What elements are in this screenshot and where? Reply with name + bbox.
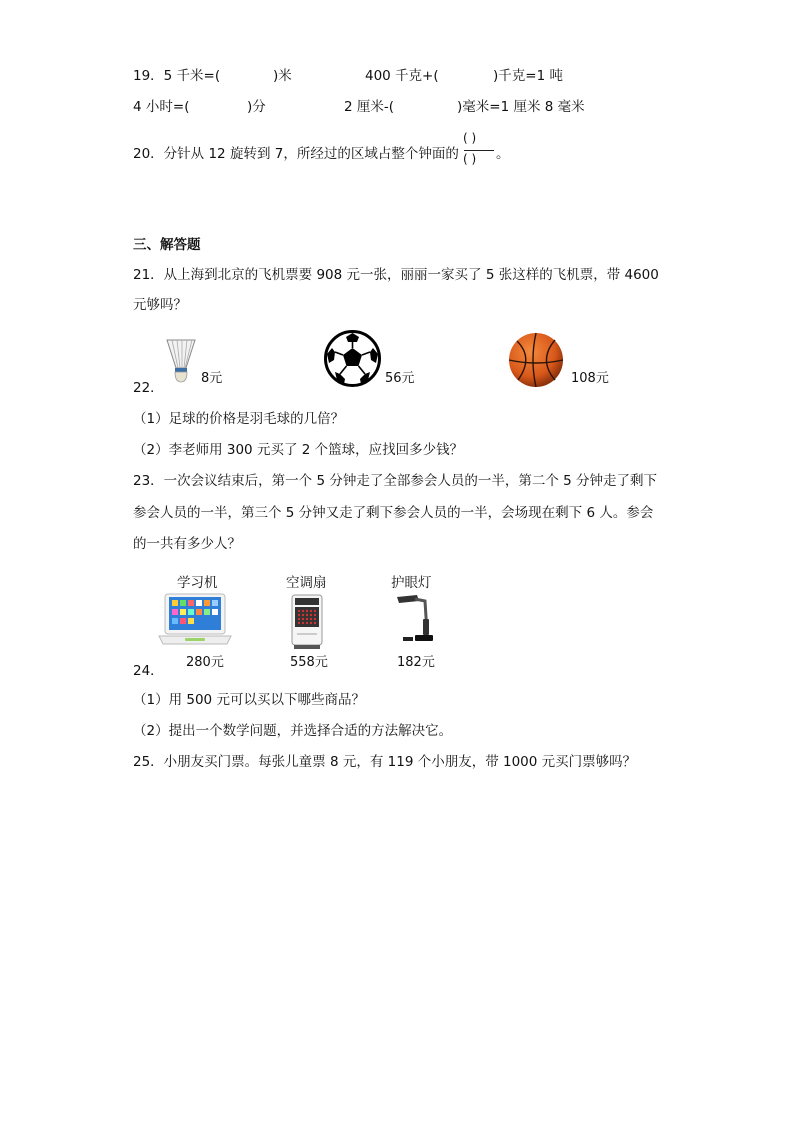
- q22-sub2: （2）李老师用 300 元买了 2 个篮球，应找回多少钱？: [133, 442, 464, 458]
- q20-fraction: [462, 131, 496, 171]
- q22-price-basketball: 108元: [571, 371, 609, 386]
- basketball-icon: [508, 332, 564, 388]
- section-title: 三、解答题: [133, 237, 201, 253]
- q24-sub2: （2）提出一个数学问题，并选择合适的方法解决它。: [133, 723, 453, 739]
- q24-item-name-desk-lamp: 护眼灯: [391, 575, 432, 591]
- q19-line1-part1: 19．5 千米=(: [133, 68, 221, 84]
- desk-lamp-icon: [395, 593, 435, 647]
- q24-number: 24．: [133, 663, 164, 679]
- q19-line1-unit1: )米: [273, 68, 292, 84]
- q19-line2-part1: 4 小时=(: [133, 99, 190, 115]
- q23-line1: 23．一次会议结束后，第一个 5 分钟走了全部参会人员的一半，第二个 5 分钟走了剩下: [133, 473, 658, 489]
- q24-item-name-air-cooler: 空调扇: [286, 575, 327, 591]
- q22-price-soccer: 56元: [385, 371, 415, 386]
- q19-line2-part2-end: )毫米=1 厘米 8 毫米: [457, 99, 585, 115]
- q24-sub1: （1）用 500 元可以买以下哪些商品？: [133, 692, 365, 708]
- badminton-shuttlecock-icon: [164, 338, 198, 384]
- q22-price-shuttlecock: 8元: [201, 371, 223, 386]
- q24-price-air-cooler: 558元: [290, 655, 328, 670]
- fraction-numerator: ( ): [463, 131, 477, 145]
- laptop-learning-machine-icon: [157, 592, 233, 646]
- fraction-bar: [464, 150, 494, 151]
- soccer-ball-icon: [324, 330, 381, 387]
- q22-number: 22．: [133, 380, 164, 396]
- q24-price-desk-lamp: 182元: [397, 655, 435, 670]
- q20-text: 20．分针从 12 旋转到 7，所经过的区域占整个钟面的: [133, 146, 459, 162]
- q23-line3: 的一共有多少人？: [133, 536, 241, 552]
- q24-item-name-learning-machine: 学习机: [177, 575, 218, 591]
- q19-line1-part2: 400 千克+(: [365, 68, 439, 84]
- q22-sub1: （1）足球的价格是羽毛球的几倍？: [133, 411, 345, 427]
- q19-line2-part1-end: )分: [247, 99, 266, 115]
- q19-line1-part2-end: )千克=1 吨: [493, 68, 563, 84]
- q20-end: 。: [496, 146, 510, 162]
- q25-text: 25．小朋友买门票。每张儿童票 8 元，有 119 个小朋友，带 1000 元买门票够吗？: [133, 754, 637, 770]
- q21-line2: 元够吗？: [133, 297, 187, 313]
- fraction-denominator: ( ): [463, 152, 477, 166]
- q23-line2: 参会人员的一半，第三个 5 分钟又走了剩下参会人员的一半，会场现在剩下 6 人。参会: [133, 505, 654, 521]
- q21-line1: 21．从上海到北京的飞机票要 908 元一张，丽丽一家买了 5 张这样的飞机票，带 4600: [133, 267, 659, 283]
- q24-price-learning-machine: 280元: [186, 655, 224, 670]
- air-cooler-fan-icon: [290, 593, 324, 651]
- q19-line2-part2: 2 厘米-(: [344, 99, 395, 115]
